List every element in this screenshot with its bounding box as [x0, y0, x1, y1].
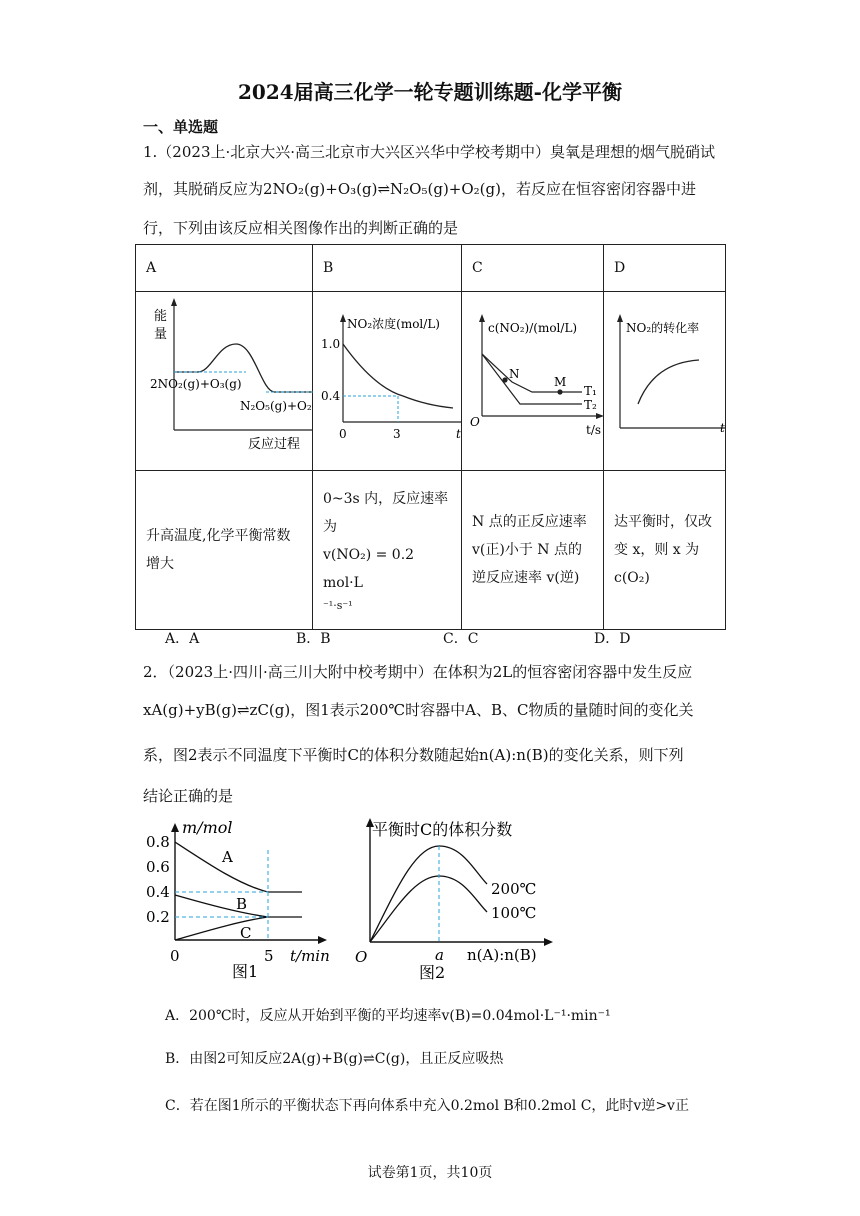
label-a: A	[222, 848, 233, 866]
tick-a: a	[435, 946, 444, 964]
tick-0-4: 0.4	[321, 389, 341, 403]
energy-diagram	[136, 292, 313, 460]
statement-c: N 点的正反应速率v(正)小于 N 点的逆反应速率 v(逆)	[462, 471, 604, 630]
q2-stem-line4: 结论正确的是	[143, 787, 234, 805]
curve-200c	[370, 846, 487, 942]
page-title: 2024届高三化学一轮专题训练题-化学平衡	[238, 80, 622, 104]
label-b: B	[236, 895, 248, 913]
point-n	[502, 377, 507, 382]
q2-option-b[interactable]: B．由图2可知反应2A(g)+B(g)⇌C(g)，且正反应吸热	[165, 1051, 504, 1067]
curve-100c	[370, 876, 487, 942]
q2-stem-line3: 系，图2表示不同温度下平衡时C的体积分数随起始n(A):n(B)的变化关系，则下列	[143, 746, 684, 764]
q1-choice-c[interactable]: C．C	[443, 631, 479, 647]
q2-option-a[interactable]: A．200℃时，反应从开始到平衡的平均速率v(B)=0.04mol·L⁻¹·min⁻¹	[165, 1008, 611, 1024]
no2-conc-label: NO₂浓度(mol/L)	[347, 317, 440, 331]
curve-a	[175, 842, 302, 892]
q2-option-c[interactable]: C．若在图1所示的平衡状态下再向体系中充入0.2mol B和0.2mol C，此时v逆>v正	[165, 1098, 689, 1114]
products-label: N₂O₅(g)+O₂(	[240, 399, 313, 413]
graph-b-cell	[313, 292, 462, 471]
m-label: M	[554, 375, 567, 389]
header-d: D	[604, 245, 726, 292]
t-s-label: t/s	[586, 423, 602, 437]
temperature-comparison-graph	[462, 292, 604, 460]
header-c: C	[462, 245, 604, 292]
figure-1	[140, 815, 340, 985]
tick-5: 5	[264, 947, 274, 965]
svg-text:0.8: 0.8	[146, 833, 170, 851]
q1-choice-b[interactable]: B．B	[296, 631, 331, 647]
tick-1-0: 1.0	[321, 337, 341, 351]
q1-choice-a[interactable]: A．A	[165, 631, 200, 647]
point-m	[557, 389, 562, 394]
conversion-curve	[638, 360, 699, 404]
q2-stem-line2: xA(g)+yB(g)⇌zC(g)，图1表示200℃时容器中A、B、C物质的量随时间的变化关	[143, 701, 694, 719]
svg-text:0.6: 0.6	[146, 858, 170, 876]
n-label: N	[509, 367, 520, 381]
curve-c	[175, 917, 268, 940]
c-no2-label: c(NO₂)/(mol/L)	[488, 321, 578, 335]
t1-label: T₁	[584, 384, 597, 398]
statement-b: 0~3s 内，反应速率 为 v(NO₂) = 0.2 mol·L ⁻¹·s⁻¹	[313, 471, 462, 630]
fig2-xlabel: n(A):n(B)	[467, 946, 537, 964]
fig1-ylabel: m/mol	[182, 818, 233, 837]
fig2-caption: 图2	[419, 963, 446, 982]
reactants-label: 2NO₂(g)+O₃(g)	[150, 377, 242, 391]
page-footer: 试卷第1页，共10页	[367, 1165, 493, 1181]
graph-c-cell	[462, 292, 604, 471]
q1-choice-d[interactable]: D．D	[594, 631, 631, 647]
header-a: A	[136, 245, 313, 292]
energy-label-2: 量	[154, 327, 168, 342]
energy-label-1: 能	[154, 309, 168, 324]
tick-x3: 3	[393, 427, 401, 441]
statement-d: 达平衡时，仅改 变 x，则 x 为 c(O₂)	[604, 471, 726, 630]
q1-options-table	[135, 244, 726, 630]
figure-2	[355, 812, 565, 987]
svg-text:0: 0	[170, 947, 180, 965]
origin-o: O	[470, 415, 480, 429]
label-200c: 200℃	[491, 880, 537, 898]
t2-label: T₂	[584, 398, 597, 412]
label-100c: 100℃	[491, 904, 537, 922]
fig2-origin: O	[355, 948, 368, 966]
fig1-xlabel: t/min	[290, 947, 330, 965]
section-heading: 一、单选题	[143, 118, 219, 136]
no2-conversion-label: NO₂的转化率	[626, 321, 700, 335]
conversion-graph	[604, 292, 726, 460]
axis-t: t	[456, 427, 461, 441]
fig2-ylabel: 平衡时C的体积分数	[372, 820, 513, 839]
q2-stem-line1: 2．（2023上·四川·高三川大附中校考期中）在体积为2L的恒容密闭容器中发生反应	[143, 663, 693, 681]
concentration-time-graph	[313, 292, 462, 460]
graph-a-cell	[136, 292, 313, 471]
q1-stem-line1: 1.（2023上·北京大兴·高三北京市大兴区兴华中学校考期中）臭氧是理想的烟气脱硝试	[143, 143, 716, 161]
svg-text:0.4: 0.4	[146, 883, 170, 901]
svg-text:0.2: 0.2	[146, 908, 170, 926]
reaction-progress-label: 反应过程	[248, 437, 301, 452]
q1-stem-line3: 行，下列由该反应相关图像作出的判断正确的是	[143, 219, 459, 237]
header-b: B	[313, 245, 462, 292]
statement-a: 升高温度,化学平衡常数增大	[136, 471, 313, 630]
label-c: C	[240, 924, 252, 942]
axis-t-d: t	[720, 421, 725, 435]
t2-line	[482, 354, 582, 404]
q1-stem-line2: 剂，其脱硝反应为2NO₂(g)+O₃(g)⇌N₂O₅(g)+O₂(g)，若反应在恒容密闭容器中进	[143, 180, 696, 198]
graph-d-cell	[604, 292, 726, 471]
tick-x0: 0	[339, 427, 347, 441]
fig1-caption: 图1	[232, 962, 259, 981]
